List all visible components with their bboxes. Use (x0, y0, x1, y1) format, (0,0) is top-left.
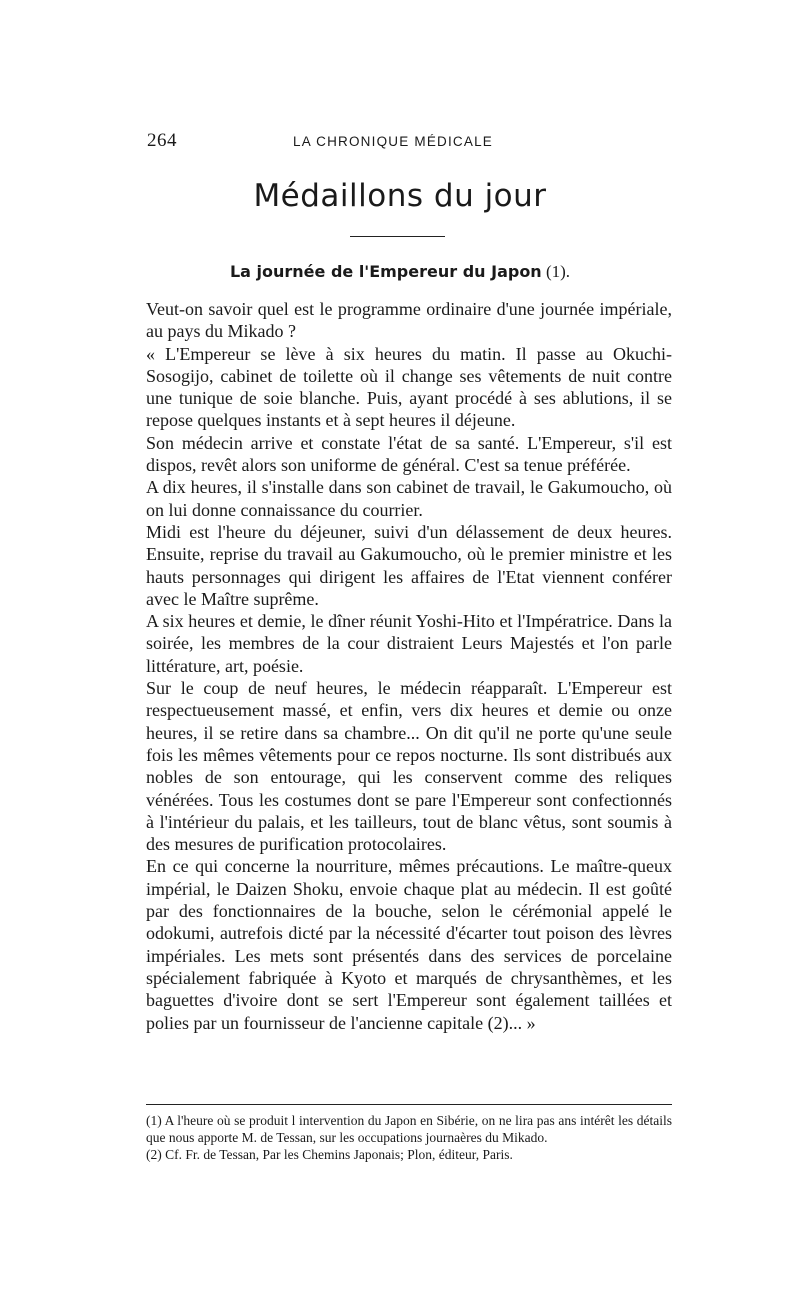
paragraph-4: A dix heures, il s'installe dans son cabinet de travail, le Gakumoucho, où on lui donne connaissance du courrier. (146, 477, 672, 520)
paragraph-3: Son médecin arrive et constate l'état de sa santé. L'Empereur, s'il est dispos, revêt alors son uniforme de général. C'est sa tenue préférée. (146, 432, 672, 476)
article-title: Médaillons du jour (253, 178, 547, 214)
paragraph-8: En ce qui concerne la nourriture, mêmes précautions. Le maître-queux impérial, le Daizen Shoku, envoie chaque plat au médecin. Il est goûté par des fonctionnaires de la bouche, selon le cérémonial appelé le odokumi, autrefois dicté par la nécessité d'écarter tout poison des lèvres impériales. Les mets sont présentés dans des services de porcelaine spécialement fabriquée à Kyoto et marqués de chrysanthèmes, et les baguettes d'ivoire dont se sert l'Empereur sont également taillées et polies par un fournisseur de l'ancienne capitale (2)... » (146, 856, 672, 1033)
running-title: LA CHRONIQUE MÉDICALE (293, 134, 493, 149)
paragraph-2: « L'Empereur se lève à six heures du matin. Il passe au Okuchi-Sosogijo, cabinet de toilette où il change ses vêtements de nuit contre une tunique de soie blanche. Puis, ayant procédé à ses ablutions, il se repose quelques instants et à sept heures il déjeune. (146, 343, 672, 431)
article-subtitle (0, 262, 800, 282)
footnote-2: (2) Cf. Fr. de Tessan, Par les Chemins Japonais; Plon, éditeur, Paris. (146, 1147, 513, 1162)
paragraph-5: Midi est l'heure du déjeuner, suivi d'un délassement de deux heures. Ensuite, reprise du travail au Gakumoucho, où le premier ministre et les hauts personnages qui dirigent les affaires de l'Etat viennent conférer avec le Maître suprême. (146, 521, 672, 609)
paragraph-6: A six heures et demie, le dîner réunit Yoshi-Hito et l'Impératrice. Dans la soirée, les membres de la cour distraient Leurs Majestés et l'on parle littérature, art, poésie. (146, 611, 672, 676)
footnotes (146, 1112, 672, 1163)
subtitle-footnote-ref: (1). (541, 262, 571, 281)
page-header (147, 130, 673, 158)
page-number: 264 (147, 130, 177, 151)
subtitle-text: La journée de l'Empereur du Japon (229, 262, 542, 281)
article-body (146, 298, 672, 1034)
paragraph-7: Sur le coup de neuf heures, le médecin réapparaît. L'Empereur est respectueusement massé, et enfin, vers dix heures et demie ou onze heures, il se retire dans sa chambre... On dit qu'il ne porte qu'une seule fois les mêmes vêtements pour ce repos nocturne. Ils sont distribués aux nobles de son entourage, qui les conservent comme des reliques vénérées. Tous les costumes dont se pare l'Empereur sont confectionnés à l'intérieur du palais, et les tailleurs, tout de blanc vêtus, sont soumis à des mesures de purification protocolaires. (146, 678, 672, 855)
paragraph-1: Veut-on savoir quel est le programme ordinaire d'une journée impériale, au pays du Mikado ? (146, 299, 672, 342)
footnote-1: (1) A l'heure où se produit l intervention du Japon en Sibérie, on ne lira pas ans intérêt les détails que nous apporte M. de Tessan, sur les occupations journaères du Mikado. (146, 1113, 672, 1145)
footnote-divider (146, 1104, 672, 1105)
title-divider (350, 236, 445, 237)
